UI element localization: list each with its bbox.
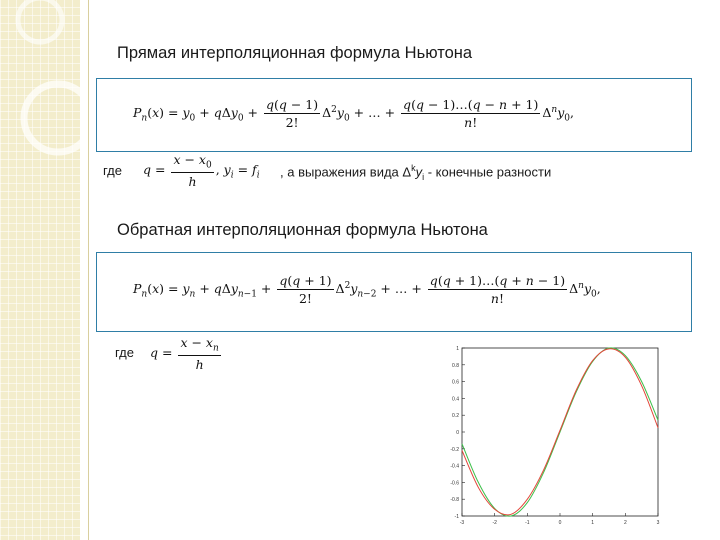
decorative-circles	[0, 0, 88, 540]
y-tick-label: -1	[454, 514, 459, 520]
y-tick-label: -0.8	[450, 497, 459, 504]
plot-svg	[440, 340, 670, 540]
strip-divider	[88, 0, 89, 540]
backward-where-label: где	[115, 345, 134, 360]
x-tick-label: 3	[656, 520, 660, 526]
description-y: y	[415, 164, 423, 180]
x-tick-label: -1	[525, 520, 530, 526]
direct-formula-box	[96, 78, 692, 152]
backward-formula: $P_n(x) = y_n + q\Delta y_{n-1}$ + $\frac{q(q + 1)}{2!}$ $\Delta^2y_{n-2}$ + … + $\frac{q(q + 1)\dots(q + n - 1)}{n!}$ $\Delta^ny_0$,	[133, 273, 601, 306]
description-suffix: - конечные разности	[424, 164, 552, 180]
y-tick-label: 0.8	[452, 362, 459, 369]
x-tick-label: 1	[591, 520, 595, 526]
backward-formula-heading: Обратная интерполяционная формула Ньютона	[117, 221, 488, 239]
direct-formula: $P_n(x) = y_0 + q\Delta y_0$ + $\frac{q(q - 1)}{2!}$ $\Delta^2y_0$ + … + $\frac{q(q - 1)\dots(q - n + 1)}{n!}$ $\Delta^ny_0$,	[133, 97, 574, 130]
direct-where-label: где	[103, 163, 122, 178]
description-prefix: , а выражения вида Δ	[280, 164, 412, 180]
x-tick-label: -2	[492, 520, 497, 526]
y-tick-label: 0.2	[452, 413, 459, 420]
y-tick-label: -0.6	[450, 480, 459, 487]
y-tick-label: 0.6	[452, 379, 459, 386]
backward-q-definition: q = $\frac{x - x_n}{h}$	[150, 335, 219, 372]
y-tick-label: -0.4	[450, 463, 459, 470]
direct-q-definition: q = $\frac{x - x_0}{h}$ , $y_i = f_i$	[143, 152, 260, 189]
y-tick-label: 1	[456, 346, 459, 352]
interpolation-plot	[440, 340, 670, 540]
direct-formula-heading: Прямая интерполяционная формула Ньютона	[117, 44, 473, 62]
description-superscript: k	[411, 163, 416, 173]
y-tick-label: -0.2	[450, 446, 459, 453]
x-tick-label: -3	[459, 520, 465, 526]
x-tick-label: 2	[623, 520, 627, 526]
direct-description	[280, 163, 551, 182]
backward-formula-box	[96, 252, 692, 332]
description-subscript: i	[422, 171, 425, 182]
decorative-strip	[0, 0, 80, 540]
y-tick-label: 0.4	[452, 396, 459, 403]
y-tick-label: 0	[456, 430, 459, 436]
x-tick-label: 0	[558, 520, 562, 526]
